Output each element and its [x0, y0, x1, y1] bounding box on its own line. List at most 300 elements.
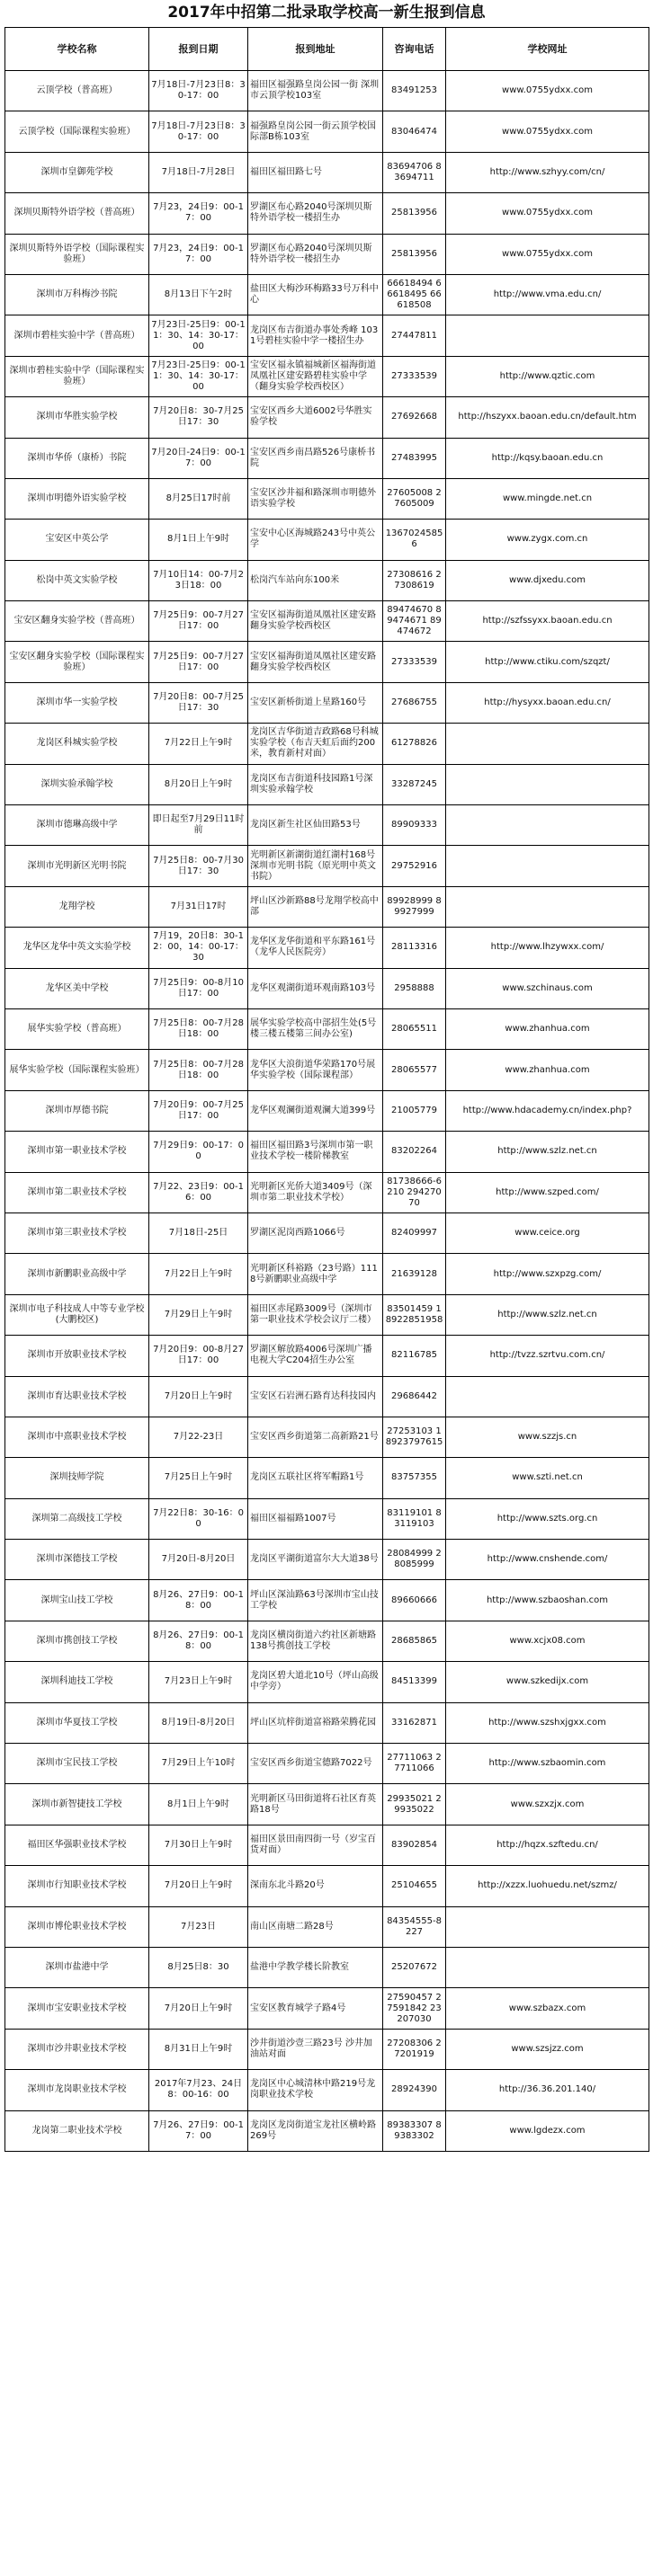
address-cell: 龙岗区碧大道北10号（坪山高级中学旁） [248, 1662, 383, 1702]
phone-cell: 81738666-6210 29427070 [383, 1172, 446, 1212]
date-cell: 7月23，24日9：00-17：00 [149, 193, 248, 234]
table-row [5, 1254, 649, 1294]
website-cell[interactable]: http://www.hdacademy.cn/index.php? [446, 1090, 649, 1131]
school-name-cell: 龙华区美中学校 [5, 968, 149, 1008]
phone-cell: 27590457 27591842 23207030 [383, 1988, 446, 2029]
address-cell: 宝安区沙井福和路深圳市明德外语实验学校 [248, 478, 383, 519]
table-row [5, 1498, 649, 1539]
address-cell: 龙华区大浪街道华荣路170号展华实验学校（国际课程部） [248, 1050, 383, 1090]
phone-cell: 89928999 89927999 [383, 886, 446, 927]
date-cell: 7月20日8：30-7月25日17：30 [149, 397, 248, 438]
table-row [5, 234, 649, 274]
table-row [5, 2070, 649, 2110]
date-cell: 7月18日-7月23日8：30-17：00 [149, 71, 248, 111]
website-cell[interactable]: http://www.vma.edu.cn/ [446, 274, 649, 315]
table-row [5, 1540, 649, 1580]
date-cell: 7月30日上午9时 [149, 1825, 248, 1865]
school-name-cell: 深圳市沙井职业技术学校 [5, 2029, 149, 2069]
address-cell: 龙岗区横岗街道六约社区新塘路138号携创技工学校 [248, 1621, 383, 1661]
phone-cell: 21005779 [383, 1090, 446, 1131]
website-cell[interactable]: www.zygx.com.cn [446, 520, 649, 560]
website-cell[interactable]: http://www.ctiku.com/szqzt/ [446, 642, 649, 682]
website-cell[interactable]: http://www.szlz.net.cn [446, 1294, 649, 1335]
website-cell[interactable]: http://www.szbaomin.com [446, 1744, 649, 1784]
phone-cell: 89660666 [383, 1580, 446, 1621]
table-row [5, 1621, 649, 1661]
address-cell: 罗湖区布心路2040号深圳贝斯特外语学校一楼招生办 [248, 234, 383, 274]
phone-cell: 83694706 83694711 [383, 152, 446, 192]
table-row [5, 1008, 649, 1049]
website-cell[interactable] [446, 1376, 649, 1417]
website-cell[interactable]: http://www.szts.org.cn [446, 1498, 649, 1539]
address-cell: 宝安区新桥街道上星路160号 [248, 682, 383, 723]
school-name-cell: 深圳市宝民技工学校 [5, 1744, 149, 1784]
address-cell: 龙岗区五联社区将军帽路1号 [248, 1458, 383, 1498]
address-cell: 罗湖区解放路4006号深圳广播电视大学C204招生办公室 [248, 1336, 383, 1376]
table-row [5, 438, 649, 478]
school-name-cell: 深圳市明德外语实验学校 [5, 478, 149, 519]
phone-cell: 28084999 28085999 [383, 1540, 446, 1580]
table-row [5, 274, 649, 315]
table-row [5, 1988, 649, 2029]
table-row [5, 2029, 649, 2069]
table-row [5, 1376, 649, 1417]
phone-cell: 83902854 [383, 1825, 446, 1865]
table-row [5, 682, 649, 723]
date-cell: 8月26、27日9：00-18：00 [149, 1580, 248, 1621]
phone-cell: 25813956 [383, 234, 446, 274]
address-cell: 深南东北斗路20号 [248, 1866, 383, 1906]
school-name-cell: 深圳市行知职业技术学校 [5, 1866, 149, 1906]
date-cell: 7月29日9：00-17：00 [149, 1132, 248, 1172]
website-cell[interactable]: www.szkedijx.com [446, 1662, 649, 1702]
address-cell: 福田区福强路皇岗公园一街 深圳市云顶学校103室 [248, 71, 383, 111]
school-name-cell: 宝安区翻身实验学校（国际课程实验班） [5, 642, 149, 682]
date-cell: 2017年7月23、24日8：00-16：00 [149, 2070, 248, 2110]
address-cell: 福强路皇岗公园一街云顶学校国际部B栋103室 [248, 111, 383, 152]
date-cell: 7月20日-8月20日 [149, 1540, 248, 1580]
school-name-cell: 龙岗第二职业技术学校 [5, 2110, 149, 2151]
table-row [5, 152, 649, 192]
website-cell[interactable] [446, 764, 649, 804]
website-cell[interactable]: http://kqsy.baoan.edu.cn [446, 438, 649, 478]
table-row [5, 1702, 649, 1743]
date-cell: 7月23，24日9：00-17：00 [149, 234, 248, 274]
table-row [5, 1866, 649, 1906]
website-cell[interactable]: http://szfssyxx.baoan.edu.cn [446, 601, 649, 642]
phone-cell: 28065577 [383, 1050, 446, 1090]
phone-cell: 89909333 [383, 805, 446, 846]
date-cell: 8月26、27日9：00-18：00 [149, 1621, 248, 1661]
date-cell: 7月22日上午9时 [149, 724, 248, 764]
phone-cell: 27208306 27201919 [383, 2029, 446, 2069]
website-cell[interactable]: www.0755ydxx.com [446, 71, 649, 111]
page [4, 0, 649, 2152]
address-cell: 宝安区福永镇福城新区福海街道凤凰社区建安路碧桂实验中学（翻身实验学校西校区） [248, 356, 383, 396]
school-name-cell: 深圳市电子科技成人中等专业学校(大鹏校区) [5, 1294, 149, 1335]
school-name-cell: 深圳市新智捷技工学校 [5, 1784, 149, 1825]
address-cell: 宝安区西乡街道宝德路7022号 [248, 1744, 383, 1784]
school-name-cell: 深圳市开放职业技术学校 [5, 1336, 149, 1376]
website-cell[interactable] [446, 1906, 649, 1947]
website-cell[interactable]: http://www.szxpzg.com/ [446, 1254, 649, 1294]
school-name-cell: 深圳市碧桂实验中学（普高班） [5, 315, 149, 356]
date-cell: 即日起至7月29日11时前 [149, 805, 248, 846]
address-cell: 龙岗区布吉街道科技园路1号深圳实验承翰学校 [248, 764, 383, 804]
date-cell: 7月29日上午10时 [149, 1744, 248, 1784]
phone-cell: 28685865 [383, 1621, 446, 1661]
website-cell[interactable]: www.mingde.net.cn [446, 478, 649, 519]
date-cell: 7月22日上午9时 [149, 1254, 248, 1294]
address-cell: 展华实验学校高中部招生处(5号楼三楼五楼第三间办公室) [248, 1008, 383, 1049]
phone-cell: 66618494 66618495 66618508 [383, 274, 446, 315]
phone-cell: 13670245856 [383, 520, 446, 560]
table-row [5, 1417, 649, 1457]
school-name-cell: 云顶学校（普高班） [5, 71, 149, 111]
website-cell[interactable]: www.szsjzz.com [446, 2029, 649, 2069]
table-row [5, 71, 649, 111]
school-name-cell: 深圳市德琳高级中学 [5, 805, 149, 846]
table-row [5, 642, 649, 682]
website-cell[interactable] [446, 886, 649, 927]
website-cell[interactable]: www.szti.net.cn [446, 1458, 649, 1498]
phone-cell: 83202264 [383, 1132, 446, 1172]
website-cell[interactable]: www.xcjx08.com [446, 1621, 649, 1661]
date-cell: 7月22、23日9：00-16：00 [149, 1172, 248, 1212]
date-cell: 7月31日17时 [149, 886, 248, 927]
school-name-cell: 龙岗区科城实验学校 [5, 724, 149, 764]
school-name-cell: 深圳贝斯特外语学校（国际课程实验班） [5, 234, 149, 274]
school-name-cell: 深圳市华一实验学校 [5, 682, 149, 723]
address-cell: 松岗汽车站向东100米 [248, 560, 383, 600]
school-name-cell: 展华实验学校（国际课程实验班） [5, 1050, 149, 1090]
website-cell[interactable]: http://36.36.201.140/ [446, 2070, 649, 2110]
website-cell[interactable]: http://hszyxx.baoan.edu.cn/default.htm [446, 397, 649, 438]
school-name-cell: 宝安区翻身实验学校（普高班） [5, 601, 149, 642]
date-cell: 8月13日下午2时 [149, 274, 248, 315]
school-name-cell: 深圳市厚德书院 [5, 1090, 149, 1131]
school-name-cell: 深圳贝斯特外语学校（普高班） [5, 193, 149, 234]
school-name-cell: 深圳市皇御苑学校 [5, 152, 149, 192]
date-cell: 7月20日上午9时 [149, 1376, 248, 1417]
website-cell[interactable]: www.0755ydxx.com [446, 111, 649, 152]
website-cell[interactable] [446, 724, 649, 764]
website-cell[interactable]: http://www.szlz.net.cn [446, 1132, 649, 1172]
table-row [5, 846, 649, 886]
date-cell: 7月26、27日9：00-17：00 [149, 2110, 248, 2151]
table-row [5, 1662, 649, 1702]
school-name-cell: 深圳市第二职业技术学校 [5, 1172, 149, 1212]
phone-cell: 82116785 [383, 1336, 446, 1376]
table-row [5, 1294, 649, 1335]
phone-cell: 25813956 [383, 193, 446, 234]
phone-cell: 27333539 [383, 356, 446, 396]
website-cell[interactable]: www.djxedu.com [446, 560, 649, 600]
website-cell[interactable]: www.0755ydxx.com [446, 193, 649, 234]
address-cell: 福田区福田路3号深圳市第一职业技术学校一楼阶梯教室 [248, 1132, 383, 1172]
website-cell[interactable] [446, 315, 649, 356]
phone-cell: 84354555-8227 [383, 1906, 446, 1947]
date-cell: 7月20日9：00-8月27日17：00 [149, 1336, 248, 1376]
header-address: 报到地址 [248, 28, 383, 71]
school-name-cell: 深圳市龙岗职业技术学校 [5, 2070, 149, 2110]
date-cell: 7月10日14：00-7月23日18：00 [149, 560, 248, 600]
date-cell: 7月25日9：00-8月10日17：00 [149, 968, 248, 1008]
header-school-name: 学校名称 [5, 28, 149, 71]
website-cell[interactable]: http://xzzx.luohuedu.net/szmz/ [446, 1866, 649, 1906]
date-cell: 8月25日17时前 [149, 478, 248, 519]
date-cell: 7月18日-7月23日8：30-17：00 [149, 111, 248, 152]
date-cell: 7月23日 [149, 1906, 248, 1947]
website-cell[interactable]: www.zhanhua.com [446, 1008, 649, 1049]
phone-cell: 28113316 [383, 928, 446, 968]
table-row [5, 805, 649, 846]
phone-cell: 33162871 [383, 1702, 446, 1743]
website-cell[interactable]: http://tvzz.szrtvu.com.cn/ [446, 1336, 649, 1376]
phone-cell: 29686442 [383, 1376, 446, 1417]
table-row [5, 520, 649, 560]
school-name-cell: 深圳市华夏技工学校 [5, 1702, 149, 1743]
school-name-cell: 深圳实验承翰学校 [5, 764, 149, 804]
date-cell: 7月22-23日 [149, 1417, 248, 1457]
address-cell: 光明新区光侨大道3409号（深圳市第二职业技术学校） [248, 1172, 383, 1212]
address-cell: 宝安区石岩洲石路育达科技园内 [248, 1376, 383, 1417]
date-cell: 7月20日上午9时 [149, 1988, 248, 2029]
address-cell: 宝安区西乡街道第二高新路21号 [248, 1417, 383, 1457]
phone-cell: 82409997 [383, 1212, 446, 1253]
table-row [5, 111, 649, 152]
website-cell[interactable]: http://hysyxx.baoan.edu.cn/ [446, 682, 649, 723]
table-row [5, 1744, 649, 1784]
website-cell[interactable]: www.szchinaus.com [446, 968, 649, 1008]
table-row [5, 1212, 649, 1253]
phone-cell: 21639128 [383, 1254, 446, 1294]
school-name-cell: 松岗中英文实验学校 [5, 560, 149, 600]
school-name-cell: 龙华区龙华中英文实验学校 [5, 928, 149, 968]
website-cell[interactable] [446, 805, 649, 846]
phone-cell: 61278826 [383, 724, 446, 764]
website-cell[interactable]: www.szzjs.cn [446, 1417, 649, 1457]
address-cell: 宝安区西乡南昌路526号康桥书院 [248, 438, 383, 478]
table-row [5, 1458, 649, 1498]
table-row [5, 478, 649, 519]
address-cell: 宝安区福海街道凤凰社区建安路翻身实验学校西校区 [248, 601, 383, 642]
school-name-cell: 深圳市育达职业技术学校 [5, 1376, 149, 1417]
address-cell: 光明新区科裕路（23号路）1118号新鹏职业高级中学 [248, 1254, 383, 1294]
address-cell: 福田区赤尾路3009号（深圳市第一职业技术学校会议厅二楼） [248, 1294, 383, 1335]
website-cell[interactable]: http://www.szped.com/ [446, 1172, 649, 1212]
page-title: 2017年中招第二批录取学校高一新生报到信息 [167, 4, 486, 22]
phone-cell: 27483995 [383, 438, 446, 478]
address-cell: 坪山区沙新路88号龙翔学校高中部 [248, 886, 383, 927]
address-cell: 光明新区新湖街道红湖村168号深圳市光明书院（原光明中英文书院） [248, 846, 383, 886]
address-cell: 盐田区大梅沙环梅路33号万科中心 [248, 274, 383, 315]
table-row [5, 397, 649, 438]
date-cell: 8月31日上午9时 [149, 2029, 248, 2069]
table-row [5, 1906, 649, 1947]
address-cell: 龙岗区吉华街道吉政路68号科城实验学校（布吉天虹后面约200米，教育新村对面） [248, 724, 383, 764]
school-name-cell: 深圳第二高级技工学校 [5, 1498, 149, 1539]
phone-cell: 33287245 [383, 764, 446, 804]
date-cell: 7月20日8：00-7月25日17：30 [149, 682, 248, 723]
school-name-cell: 深圳宝山技工学校 [5, 1580, 149, 1621]
phone-cell: 89383307 89383302 [383, 2110, 446, 2151]
address-cell: 龙华区观湖街道环观南路103号 [248, 968, 383, 1008]
phone-cell: 27447811 [383, 315, 446, 356]
website-cell[interactable]: www.szbazx.com [446, 1988, 649, 2029]
website-cell[interactable]: http://www.szshxjgxx.com [446, 1702, 649, 1743]
date-cell: 8月19日-8月20日 [149, 1702, 248, 1743]
address-cell: 龙岗区布吉街道办事处秀峰 1031号碧桂实验中学一楼招生办 [248, 315, 383, 356]
phone-cell: 27692668 [383, 397, 446, 438]
date-cell: 7月25日8：00-7月28日18：00 [149, 1050, 248, 1090]
address-cell: 罗湖区泥岗西路1066号 [248, 1212, 383, 1253]
date-cell: 7月25日8：00-7月30日17：30 [149, 846, 248, 886]
website-cell[interactable]: http://hqzx.szftedu.cn/ [446, 1825, 649, 1865]
website-cell[interactable]: http://www.lhzywxx.com/ [446, 928, 649, 968]
header-date: 报到日期 [149, 28, 248, 71]
header-phone: 咨询电话 [383, 28, 446, 71]
phone-cell: 28924390 [383, 2070, 446, 2110]
website-cell[interactable]: www.zhanhua.com [446, 1050, 649, 1090]
phone-cell: 2958888 [383, 968, 446, 1008]
school-name-cell: 深圳市博伦职业技术学校 [5, 1906, 149, 1947]
phone-cell: 83119101 83119103 [383, 1498, 446, 1539]
address-cell: 罗湖区布心路2040号深圳贝斯特外语学校一楼招生办 [248, 193, 383, 234]
date-cell: 7月19，20日8：30-12：00，14：00-17：30 [149, 928, 248, 968]
table-row [5, 1132, 649, 1172]
website-cell[interactable]: http://www.szhyy.com/cn/ [446, 152, 649, 192]
address-cell: 宝安区福海街道凤凰社区建安路翻身实验学校西校区 [248, 642, 383, 682]
phone-cell: 89474670 89474671 89474672 [383, 601, 446, 642]
website-cell[interactable]: http://www.qztic.com [446, 356, 649, 396]
phone-cell: 83501459 18922851958 [383, 1294, 446, 1335]
table-row [5, 1090, 649, 1131]
phone-cell: 27253103 18923797615 [383, 1417, 446, 1457]
school-name-cell: 展华实验学校（普高班） [5, 1008, 149, 1049]
address-cell: 龙岗区平湖街道富尔大大道38号 [248, 1540, 383, 1580]
phone-cell: 28065511 [383, 1008, 446, 1049]
date-cell: 7月25日上午9时 [149, 1458, 248, 1498]
table-row [5, 1825, 649, 1865]
address-cell: 宝安中心区海城路243号中英公学 [248, 520, 383, 560]
table-row [5, 1947, 649, 1987]
phone-cell: 27686755 [383, 682, 446, 723]
school-name-cell: 深圳市万科梅沙书院 [5, 274, 149, 315]
address-cell: 光明新区马田街道将石社区育英路18号 [248, 1784, 383, 1825]
registration-table [4, 27, 649, 2152]
table-row [5, 193, 649, 234]
website-cell[interactable]: www.ceice.org [446, 1212, 649, 1253]
website-cell[interactable]: http://www.szbaoshan.com [446, 1580, 649, 1621]
date-cell: 7月22日8：30-16：00 [149, 1498, 248, 1539]
table-row [5, 560, 649, 600]
address-cell: 盐港中学教学楼长阶教室 [248, 1947, 383, 1987]
address-cell: 龙岗区龙岗街道宝龙社区横岭路269号 [248, 2110, 383, 2151]
header-row [5, 28, 649, 71]
table-row [5, 1336, 649, 1376]
date-cell: 7月23日-25日9：00-11：30、14：30-17：00 [149, 315, 248, 356]
table-row [5, 928, 649, 968]
address-cell: 福田区福田路七号 [248, 152, 383, 192]
address-cell: 沙井街道沙壹三路23号 沙井加油站对面 [248, 2029, 383, 2069]
date-cell: 7月20日-24日9：00-17：00 [149, 438, 248, 478]
table-row [5, 764, 649, 804]
table-row [5, 1784, 649, 1825]
website-cell[interactable]: www.lgdezx.com [446, 2110, 649, 2151]
school-name-cell: 龙翔学校 [5, 886, 149, 927]
phone-cell: 83046474 [383, 111, 446, 152]
school-name-cell: 深圳市宝安职业技术学校 [5, 1988, 149, 2029]
phone-cell: 25207672 [383, 1947, 446, 1987]
address-cell: 坪山区坑梓街道富裕路荣腾花园 [248, 1702, 383, 1743]
website-cell[interactable]: www.0755ydxx.com [446, 234, 649, 274]
address-cell: 坪山区深汕路63号深圳市宝山技工学校 [248, 1580, 383, 1621]
phone-cell: 27308616 27308619 [383, 560, 446, 600]
date-cell: 7月18日-25日 [149, 1212, 248, 1253]
website-cell[interactable] [446, 1947, 649, 1987]
school-name-cell: 宝安区中英公学 [5, 520, 149, 560]
date-cell: 8月20日上午9时 [149, 764, 248, 804]
table-row [5, 2110, 649, 2151]
table-row [5, 1050, 649, 1090]
header-website: 学校网址 [446, 28, 649, 71]
date-cell: 7月29日上午9时 [149, 1294, 248, 1335]
table-row [5, 724, 649, 764]
date-cell: 7月25日8：00-7月28日18：00 [149, 1008, 248, 1049]
table-row [5, 356, 649, 396]
address-cell: 宝安区西乡大道6002号华胜实验学校 [248, 397, 383, 438]
date-cell: 7月20日上午9时 [149, 1866, 248, 1906]
website-cell[interactable]: www.szxzjx.com [446, 1784, 649, 1825]
school-name-cell: 福田区华强职业技术学校 [5, 1825, 149, 1865]
school-name-cell: 深圳市华胜实验学校 [5, 397, 149, 438]
date-cell: 7月25日9：00-7月27日17：00 [149, 642, 248, 682]
date-cell: 7月23日上午9时 [149, 1662, 248, 1702]
date-cell: 7月20日9：00-7月25日17：00 [149, 1090, 248, 1131]
address-cell: 龙岗区新生社区仙田路53号 [248, 805, 383, 846]
table-row [5, 1172, 649, 1212]
address-cell: 宝安区教育城学子路4号 [248, 1988, 383, 2029]
school-name-cell: 深圳科迪技工学校 [5, 1662, 149, 1702]
date-cell: 7月23日-25日9：00-11：30、14：30-17：00 [149, 356, 248, 396]
phone-cell: 27711063 27711066 [383, 1744, 446, 1784]
website-cell[interactable] [446, 846, 649, 886]
address-cell: 龙岗区中心城清林中路219号龙岗职业技术学校 [248, 2070, 383, 2110]
date-cell: 7月25日9：00-7月27日17：00 [149, 601, 248, 642]
school-name-cell: 深圳市第三职业技术学校 [5, 1212, 149, 1253]
address-cell: 龙华区观澜街道观澜大道399号 [248, 1090, 383, 1131]
phone-cell: 27605008 27605009 [383, 478, 446, 519]
school-name-cell: 深圳市光明新区光明书院 [5, 846, 149, 886]
school-name-cell: 深圳市盐港中学 [5, 1947, 149, 1987]
date-cell: 8月1日上午9时 [149, 1784, 248, 1825]
school-name-cell: 深圳市中熹职业技术学校 [5, 1417, 149, 1457]
phone-cell: 29935021 29935022 [383, 1784, 446, 1825]
phone-cell: 83491253 [383, 71, 446, 111]
school-name-cell: 云顶学校（国际课程实验班） [5, 111, 149, 152]
date-cell: 8月25日8：30 [149, 1947, 248, 1987]
school-name-cell: 深圳市携创技工学校 [5, 1621, 149, 1661]
address-cell: 龙华区龙华街道和平东路161号（龙华人民医院旁） [248, 928, 383, 968]
table-row [5, 886, 649, 927]
website-cell[interactable]: http://www.cnshende.com/ [446, 1540, 649, 1580]
table-row [5, 315, 649, 356]
school-name-cell: 深圳市碧桂实验中学（国际课程实验班） [5, 356, 149, 396]
address-cell: 南山区南塘二路28号 [248, 1906, 383, 1947]
phone-cell: 83757355 [383, 1458, 446, 1498]
school-name-cell: 深圳技师学院 [5, 1458, 149, 1498]
